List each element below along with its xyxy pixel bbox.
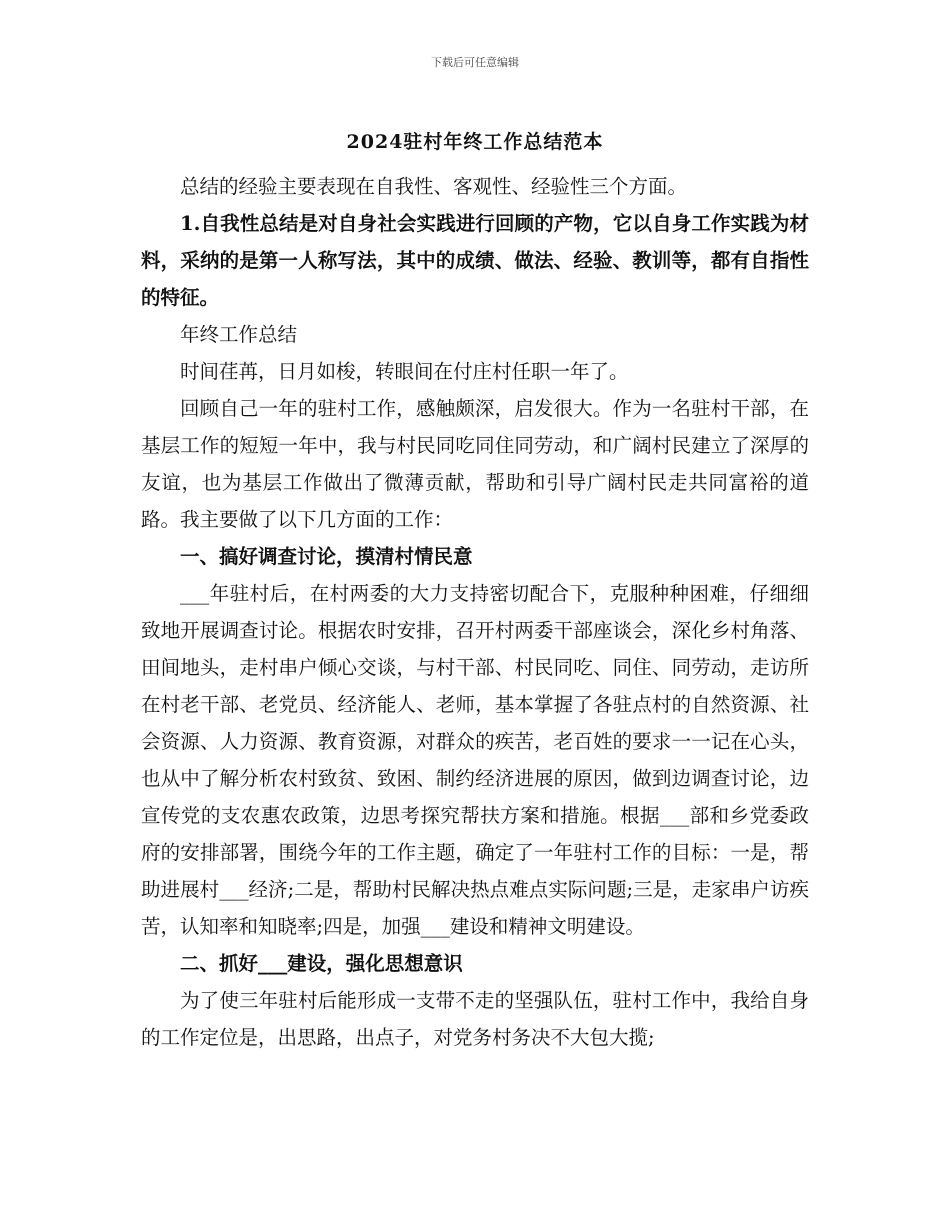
- paragraph-point-1: 1.自我性总结是对自身社会实践进行回顾的产物，它以自身工作实践为材料，采纳的是第一人称写法，其中的成绩、做法、经验、教训等，都有自指性的特征。: [141, 212, 809, 309]
- heading-section-2: 二、抓好___建设，强化思想意识: [180, 952, 463, 975]
- document-title: 2024驻村年终工作总结范本: [346, 131, 604, 153]
- paragraph-section-1: ___年驻村后，在村两委的大力支持密切配合下，克服种种困难，仔细细致地开展调查讨论。根据农时安排，召开村两委干部座谈会，深化乡村角落、田间地头，走村串户倾心交谈，与村干部、村民同吃、同住、同劳动，走访所在村老干部、老党员、经济能人、老师，基本掌握了各驻点村的自然资源、社会资源、人力资源、教育资源，对群众的疾苦，老百姓的要求一一记在心头，也从中了解分析农村致贫、致困、制约经济进展的原因，做到边调查讨论，边宣传党的支农惠农政策，边思考探究帮扶方案和措施。根据___部和乡党委政府的安排部署，围绕今年的工作主题，确定了一年驻村工作的目标：一是，帮助进展村___经济;二是，帮助村民解决热点难点实际问题;三是，走家串户访疾苦，认知率和知晓率;四是，加强___建设和精神文明建设。: [141, 582, 809, 938]
- page-header-note: 下载后可任意编辑: [431, 56, 519, 69]
- section-label: 年终工作总结: [180, 323, 298, 346]
- document-body: [141, 168, 809, 1056]
- paragraph-opening: 时间荏苒，日月如梭，转眼间在付庄村任职一年了。: [180, 360, 629, 383]
- paragraph-intro: 总结的经验主要表现在自我性、客观性、经验性三个方面。: [180, 175, 688, 198]
- paragraph-review: 回顾自己一年的驻村工作，感触颇深，启发很大。作为一名驻村干部，在基层工作的短短一年中，我与村民同吃同住同劳动，和广阔村民建立了深厚的友谊，也为基层工作做出了微薄贡献，帮助和引导广阔村民走共同富裕的道路。我主要做了以下几方面的工作：: [141, 397, 809, 531]
- heading-section-1: 一、搞好调查讨论，摸清村情民意: [180, 545, 473, 568]
- paragraph-section-2: 为了使三年驻村后能形成一支带不走的坚强队伍，驻村工作中，我给自身的工作定位是，出思路，出点子，对党务村务决不大包大揽;: [141, 989, 809, 1049]
